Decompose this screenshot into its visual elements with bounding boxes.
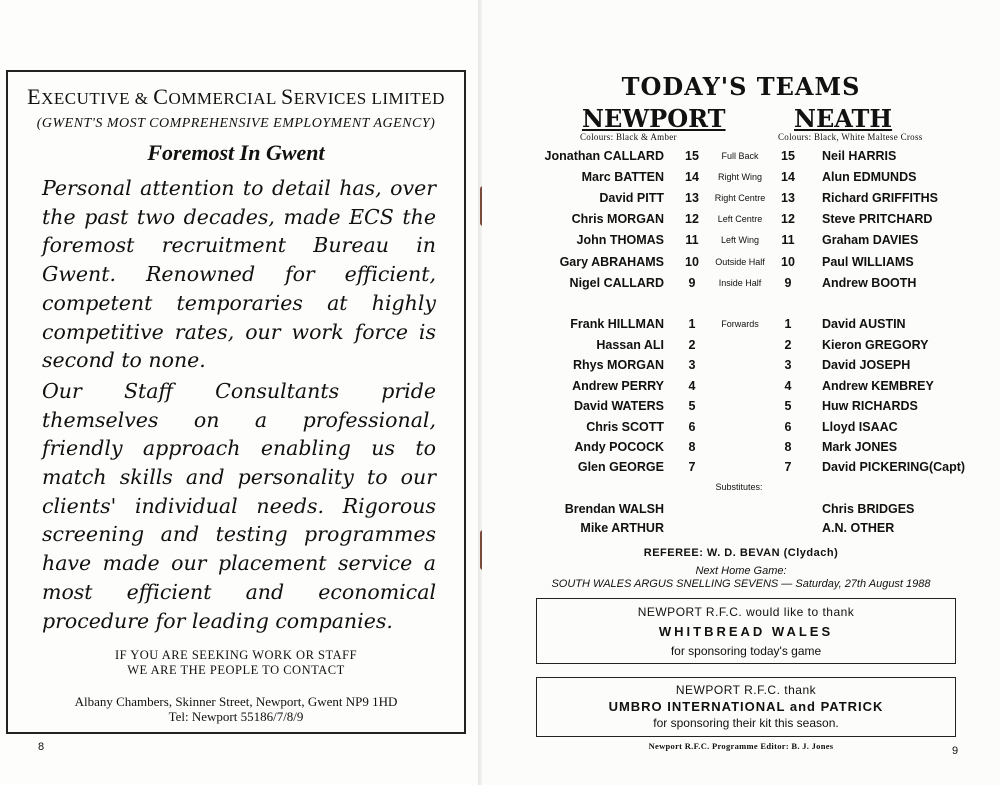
away-player: Huw RICHARDS: [822, 399, 918, 413]
away-number: 8: [784, 440, 792, 454]
lineup-row: [482, 521, 1000, 539]
home-player: David WATERS: [573, 399, 664, 413]
lineup-row: [482, 149, 1000, 167]
home-player: Frank HILLMAN: [570, 317, 664, 331]
lineup-row: [482, 317, 1000, 335]
lineup-row: [482, 440, 1000, 458]
home-player: John THOMAS: [576, 233, 664, 247]
ecs-advert: [6, 70, 466, 734]
home-number: 3: [688, 358, 696, 372]
away-player: Paul WILLIAMS: [822, 255, 914, 269]
away-number: 15: [781, 149, 795, 163]
away-player: Andrew BOOTH: [822, 276, 917, 290]
away-team-name: NEATH: [794, 104, 893, 133]
position-label: Forwards: [721, 319, 759, 329]
company-name: EXECUTIVE & COMMERCIAL SERVICES LIMITED: [27, 84, 445, 109]
away-number: 14: [781, 170, 795, 184]
lineup-row: [482, 233, 1000, 251]
away-team-colours: Colours: Black, White Maltese Cross: [778, 132, 923, 142]
home-number: 1: [688, 317, 696, 331]
advert-paragraph-2: Our Staff Consultants pride themselves on a professional, friendly approach enabling us to match skills and personality to our clients' individual needs. Rigorous screening and testing programmes have made our placement service a most efficient and economical procedure for leading companies.: [42, 378, 436, 633]
away-number: 3: [784, 358, 792, 372]
lineup-row: [482, 276, 1000, 294]
away-player: Andrew KEMBREY: [822, 379, 934, 393]
page-number-left: 8: [38, 741, 45, 753]
away-number: 9: [784, 276, 792, 290]
home-player: Hassan ALI: [596, 338, 664, 352]
home-player: Jonathan CALLARD: [544, 149, 664, 163]
home-player: Nigel CALLARD: [569, 276, 664, 290]
away-player: Neil HARRIS: [822, 149, 897, 163]
away-player: Kieron GREGORY: [822, 338, 929, 352]
away-player: Mark JONES: [822, 440, 898, 454]
away-player: Graham DAVIES: [822, 233, 919, 247]
away-player: David AUSTIN: [822, 317, 906, 331]
position-label: Right Centre: [714, 193, 766, 203]
away-number: 13: [781, 191, 795, 205]
away-number: 10: [781, 255, 795, 269]
home-player: Mike ARTHUR: [580, 521, 664, 535]
lineup-row: [482, 170, 1000, 188]
lineup-row: [482, 212, 1000, 230]
right-page: [482, 0, 1000, 785]
home-player: Chris SCOTT: [586, 420, 664, 434]
away-player: David PICKERING(Capt): [822, 460, 966, 474]
home-number: 4: [688, 379, 696, 393]
referee: REFEREE: W. D. BEVAN (Clydach): [643, 547, 839, 559]
lineup-row: [482, 191, 1000, 209]
page-number-right: 9: [952, 745, 959, 757]
advert-paragraph-1: Personal attention to detail has, over the past two decades, made ECS the foremost recruitment Bureau in Gwent. Renowned for efficient, competent temporaries at highly competitive rates, our work force is second to none.: [42, 176, 436, 373]
away-number: 4: [784, 379, 792, 393]
lineup-row: [482, 379, 1000, 397]
away-player: Richard GRIFFITHS: [822, 191, 938, 205]
home-number: 6: [688, 420, 696, 434]
home-number: 9: [688, 276, 696, 290]
substitutes-label: Substitutes:: [715, 482, 763, 492]
away-number: 12: [781, 212, 795, 226]
position-label: Inside Half: [718, 278, 762, 288]
away-number: 2: [784, 338, 792, 352]
lineup-row: [482, 420, 1000, 438]
home-player: David PITT: [599, 191, 664, 205]
lineup-row: [482, 460, 1000, 478]
home-number: 8: [688, 440, 696, 454]
home-number: 13: [685, 191, 699, 205]
position-label: Left Centre: [717, 214, 763, 224]
left-page: [0, 0, 482, 785]
lineup-row: [482, 338, 1000, 356]
away-number: 1: [784, 317, 792, 331]
home-player: Marc BATTEN: [581, 170, 664, 184]
home-number: 10: [685, 255, 699, 269]
umbro-thanks-box: NEWPORT R.F.C. thank UMBRO INTERNATIONAL and PATRICK for sponsoring their kit this season.: [536, 677, 956, 737]
away-player: Chris BRIDGES: [822, 502, 915, 516]
teams-title: TODAY'S TEAMS: [621, 72, 861, 101]
lineup-row: [482, 358, 1000, 376]
position-label: Outside Half: [715, 257, 765, 267]
company-address: Albany Chambers, Skinner Street, Newport, Gwent NP9 1HD Tel: Newport 55186/7/8/9: [74, 694, 398, 724]
home-player: Brendan WALSH: [564, 502, 664, 516]
home-player: Gary ABRAHAMS: [559, 255, 664, 269]
home-player: Glen GEORGE: [577, 460, 664, 474]
away-number: 6: [784, 420, 792, 434]
home-number: 14: [685, 170, 699, 184]
home-number: 7: [688, 460, 696, 474]
lineup-row: [482, 399, 1000, 417]
advert-headline: Foremost In Gwent: [147, 140, 325, 165]
home-player: Andrew PERRY: [572, 379, 664, 393]
home-number: 11: [685, 233, 699, 247]
position-label: Right Wing: [717, 172, 762, 182]
position-label: Left Wing: [720, 235, 760, 245]
next-home-game: Next Home Game: SOUTH WALES ARGUS SNELLING SEVENS — Saturday, 27th August 1988: [551, 565, 931, 590]
away-player: Alun EDMUNDS: [822, 170, 917, 184]
contact-callout: IF YOU ARE SEEKING WORK OR STAFF WE ARE THE PEOPLE TO CONTACT: [114, 648, 358, 677]
position-label: Full Back: [721, 151, 759, 161]
away-player: Steve PRITCHARD: [822, 212, 933, 226]
away-number: 5: [784, 399, 792, 413]
company-tagline: (GWENT'S MOST COMPREHENSIVE EMPLOYMENT AGENCY): [36, 116, 436, 131]
lineup-row: [482, 502, 1000, 520]
away-player: David JOSEPH: [822, 358, 911, 372]
home-number: 15: [685, 149, 699, 163]
lineup-row: [482, 255, 1000, 273]
home-number: 2: [688, 338, 696, 352]
away-player: Lloyd ISAAC: [822, 420, 898, 434]
home-team-name: NEWPORT: [582, 104, 726, 133]
home-player: Rhys MORGAN: [573, 358, 664, 372]
home-player: Chris MORGAN: [571, 212, 664, 226]
away-number: 7: [784, 460, 792, 474]
whitbread-thanks-box: NEWPORT R.F.C. would like to thank WHITBREAD WALES for sponsoring today's game: [536, 598, 956, 664]
editor-credit: Newport R.F.C. Programme Editor: B. J. Jones: [648, 741, 834, 751]
advert-body: [42, 174, 436, 635]
home-team-colours: Colours: Black & Amber: [580, 132, 677, 142]
home-number: 12: [685, 212, 699, 226]
home-player: Andy POCOCK: [574, 440, 664, 454]
home-number: 5: [688, 399, 696, 413]
away-player: A.N. OTHER: [822, 521, 895, 535]
away-number: 11: [781, 233, 795, 247]
